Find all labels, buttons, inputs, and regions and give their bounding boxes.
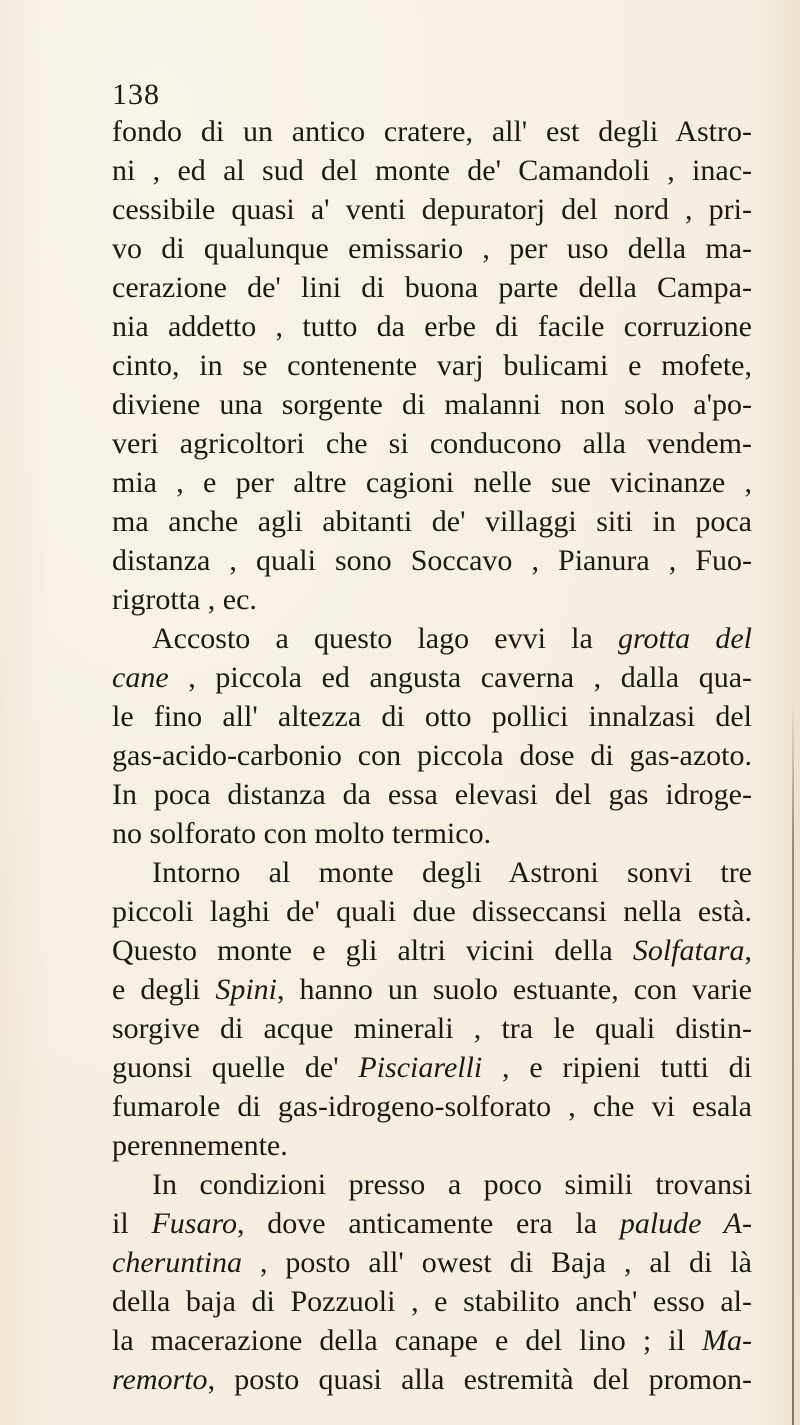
text-segment: In condizioni presso a poco simili trovansi [152, 1168, 752, 1201]
body-text [112, 112, 752, 1399]
text-segment: il [112, 1207, 152, 1240]
italic-text: Solfatara [632, 934, 745, 967]
text-line [112, 151, 752, 190]
text-line [112, 268, 752, 307]
text-line [112, 1204, 752, 1243]
text-segment: veri agricoltori che si conducono alla vendem- [112, 427, 752, 460]
text-segment: e degli [112, 973, 216, 1006]
italic-text: Pisciarelli [358, 1051, 483, 1084]
text-segment: In poca distanza da essa elevasi del gas idroge- [112, 778, 752, 811]
text-segment: , dove anticamente era la [237, 1207, 620, 1240]
text-segment: diviene una sorgente di malanni non solo a'po- [112, 388, 752, 421]
text-segment: Intorno al monte degli Astroni sonvi tre [152, 856, 752, 889]
text-segment: guonsi quelle de' [112, 1051, 359, 1084]
text-segment: cessibile quasi a' venti depuratorj del nord , pri- [112, 193, 752, 226]
text-segment: fondo di un antico cratere, all' est degli Astro- [112, 115, 752, 148]
text-segment: la macerazione della canape e del lino ; il [112, 1324, 703, 1357]
text-line [112, 736, 752, 775]
text-line [112, 775, 752, 814]
italic-text: palude A- [619, 1207, 752, 1240]
text-segment: no solforato con molto termico. [112, 817, 492, 850]
text-line [112, 1126, 752, 1165]
text-line [112, 112, 752, 151]
text-segment: fumarole di gas-idrogeno-solforato , che vi esala [112, 1090, 752, 1123]
page-edge-shadow [792, 700, 794, 1425]
text-segment: distanza , quali sono Soccavo , Pianura , Fuo- [112, 544, 752, 577]
italic-text: Fusaro [151, 1207, 237, 1240]
text-line [112, 697, 752, 736]
text-line [112, 1282, 752, 1321]
text-line [112, 502, 752, 541]
text-segment: della baja di Pozzuoli , e stabilito anch' esso al- [112, 1285, 752, 1318]
text-line [112, 1009, 752, 1048]
text-segment: sorgive di acque minerali , tra le quali distin- [112, 1012, 752, 1045]
text-line [112, 1243, 752, 1282]
text-line [112, 424, 752, 463]
text-segment: Questo monte e gli altri vicini della [112, 934, 633, 967]
text-line [112, 658, 752, 697]
text-segment: perennemente. [112, 1129, 288, 1162]
text-segment: , [744, 934, 752, 967]
text-segment: vo di qualunque emissario , per uso della ma- [112, 232, 752, 265]
italic-text: cheruntina [112, 1246, 242, 1279]
text-segment: , posto quasi alla estremità del promon- [207, 1363, 752, 1396]
text-line [112, 931, 752, 970]
text-segment: ni , ed al sud del monte de' Camandoli , inac- [112, 154, 752, 187]
italic-text: grotta del [617, 622, 752, 655]
text-segment: Accosto a questo lago evvi la [152, 622, 618, 655]
text-line [112, 970, 752, 1009]
text-line [112, 892, 752, 931]
text-segment: cinto, in se contenente varj bulicami e mofete, [112, 349, 752, 382]
text-line [112, 619, 752, 658]
text-line [112, 853, 752, 892]
italic-text: Spini [215, 973, 278, 1006]
text-segment: nia addetto , tutto da erbe di facile corruzione [112, 310, 752, 343]
text-segment: , posto all' owest di Baja , al di là [241, 1246, 752, 1279]
text-line [112, 1360, 752, 1399]
text-line [112, 814, 752, 853]
text-segment: rigrotta , ec. [112, 583, 257, 616]
text-segment: cerazione de' lini di buona parte della Campa- [112, 271, 752, 304]
text-segment: le fino all' altezza di otto pollici innalzasi del [112, 700, 752, 733]
text-line [112, 307, 752, 346]
text-line [112, 463, 752, 502]
text-line [112, 1087, 752, 1126]
text-line [112, 580, 752, 619]
text-segment: gas-acido-carbonio con piccola dose di gas-azoto. [112, 739, 752, 772]
text-line [112, 1321, 752, 1360]
text-line [112, 541, 752, 580]
text-segment: , piccola ed angusta caverna , dalla qua- [168, 661, 752, 694]
text-segment: , e ripieni tutti di [482, 1051, 752, 1084]
text-line [112, 346, 752, 385]
text-line [112, 1165, 752, 1204]
text-line [112, 1048, 752, 1087]
text-segment: , hanno un suolo estuante, con varie [277, 973, 752, 1006]
italic-text: Ma- [702, 1324, 752, 1357]
page-number: 138 [112, 78, 160, 111]
text-segment: ma anche agli abitanti de' villaggi siti in poca [112, 505, 752, 538]
text-segment: piccoli laghi de' quali due disseccansi nella està. [112, 895, 752, 928]
text-line [112, 190, 752, 229]
italic-text: cane [112, 661, 169, 694]
italic-text: remorto [112, 1363, 208, 1396]
text-segment: mia , e per altre cagioni nelle sue vicinanze , [112, 466, 752, 499]
text-line [112, 385, 752, 424]
text-line [112, 229, 752, 268]
